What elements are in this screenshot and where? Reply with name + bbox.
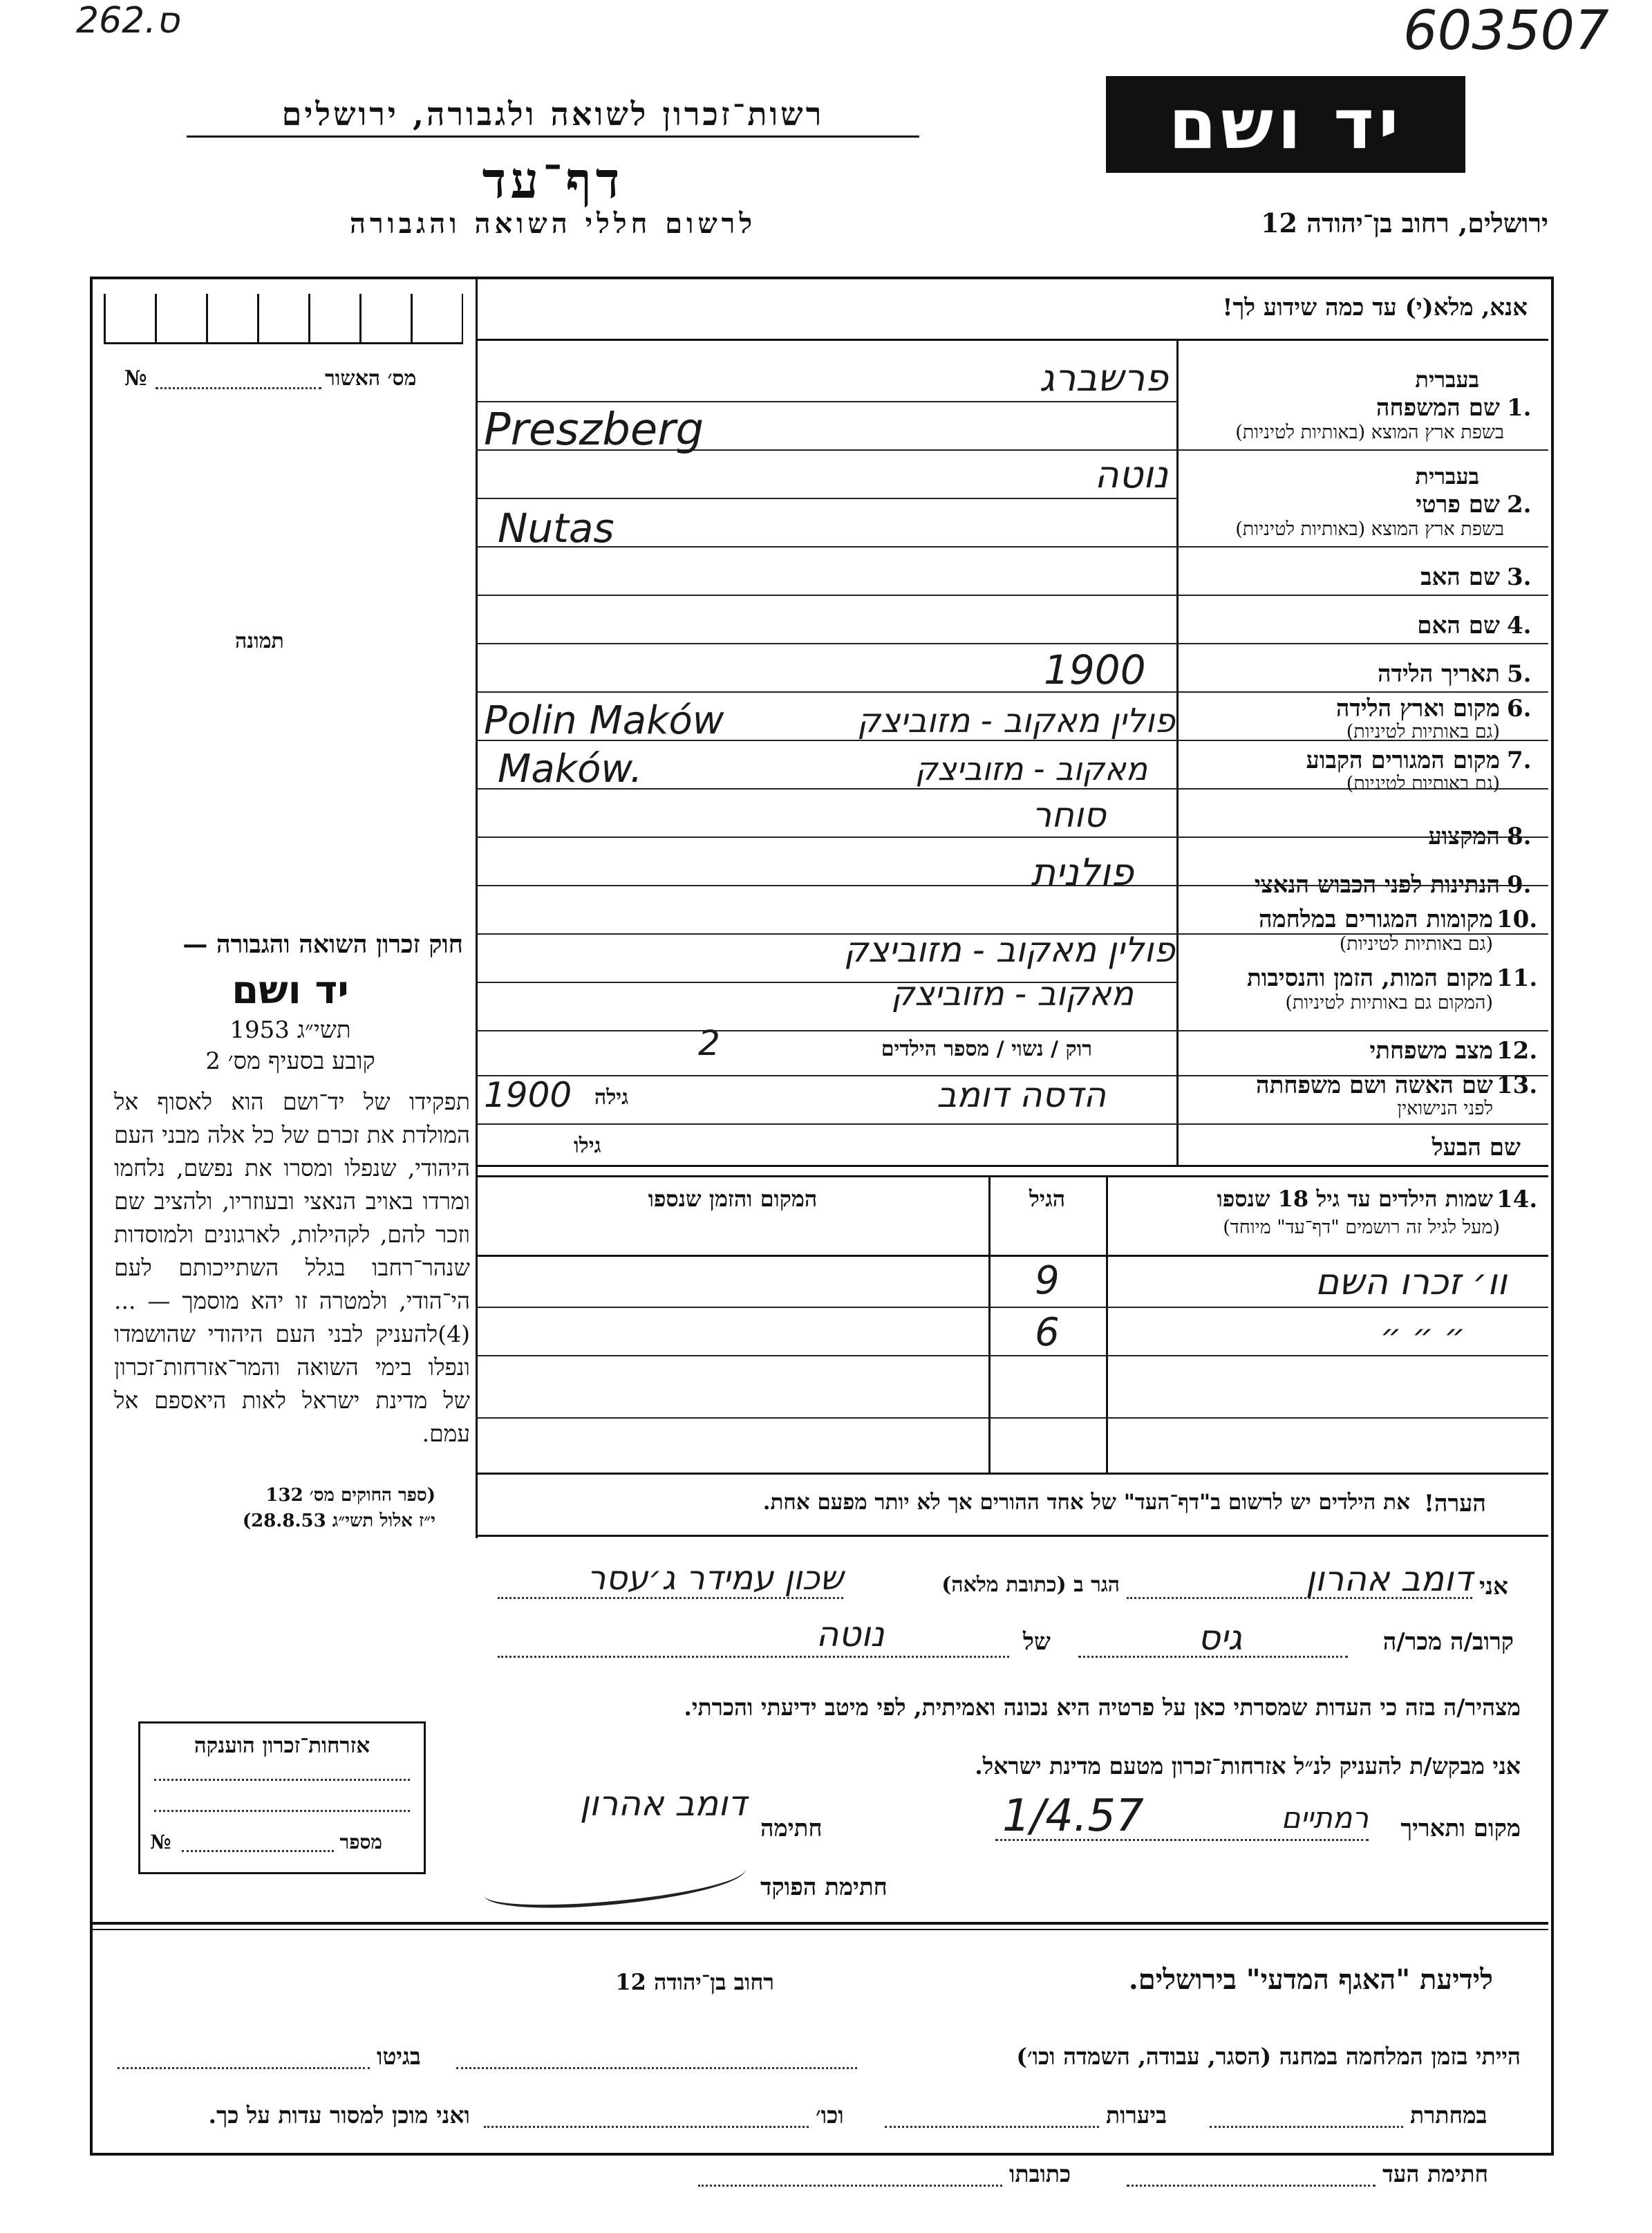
- f1-number: 1.: [1507, 394, 1532, 422]
- citizenship-title: אזרחות־זכרון הוענקה: [194, 1733, 370, 1758]
- rule: [476, 1123, 1177, 1125]
- rule: [476, 1307, 1548, 1308]
- authority-title: רשות־זכרון לשואה ולגבורה, ירושלים: [281, 95, 825, 133]
- f11-sub: (המקום גם באותיות לטיניות): [1285, 992, 1493, 1013]
- children-bottom-rule: [476, 1473, 1548, 1475]
- bottom-line1-b: בגיטו: [377, 2043, 421, 2070]
- f13-value[interactable]: הדסה דומב: [937, 1075, 1106, 1115]
- f6-hebrew-value[interactable]: פולין מאקוב - מזוביצק: [856, 702, 1175, 740]
- bottom-line2-b: ביערות: [1106, 2102, 1167, 2129]
- rule: [1176, 643, 1548, 644]
- f11-number: 11.: [1496, 964, 1538, 992]
- decl-i-value[interactable]: דומב אהרון: [1305, 1559, 1472, 1599]
- law-text: תפקידו של יד־ושם הוא לאסוף אל המולדת את זכרם של כל אלה מבני העם היהודי, שנפלו ומסרו את נפשם, נלחמו ומרדו באויב הנאצי ובעוזריו, ולהציב שם וזכר להם, לקהילות, לארגונים ולמוסדות שנהר־רחבו בגלל השתייכותם לעם הי־הודי, ולמטרה זו יהא מוסמך — ...(4)להעניק לבני העם היהודי שהושמדו ונפלו בימי השואה והמר־אזרחות־זכרון של מדינת ישראל לאות היאספם אל עמם.: [114, 1088, 470, 1447]
- f8-label: המקצוע: [1428, 823, 1500, 850]
- decl-resides-label: הגר ב (כתובת מלאה): [941, 1573, 1120, 1597]
- f7-label: מקום המגורים הקבוע: [1306, 747, 1500, 774]
- form-title: דף־עד: [482, 151, 624, 209]
- f13-number: 13.: [1496, 1072, 1538, 1099]
- note-text: את הילדים יש לרשום ב"דף־העד" של אחד ההורים אך לא יותר מפעם אחת.: [762, 1490, 1410, 1515]
- bottom-forest-field[interactable]: [885, 2126, 1099, 2128]
- address: ירושלים, רחוב בן־יהודה 12: [1261, 207, 1548, 239]
- official-signature-label: חתימת הפוקד: [760, 1874, 888, 1901]
- decl-relation-value[interactable]: גיס: [1197, 1618, 1243, 1658]
- rule: [1176, 1030, 1548, 1031]
- f5-number: 5.: [1507, 660, 1532, 688]
- bottom-address-field[interactable]: [698, 2185, 1002, 2187]
- law-name: יד ושם: [232, 968, 349, 1013]
- bottom-line1-a: הייתי בזמן המלחמה במחנה (הסגר, עבודה, השמדה וכו׳): [1016, 2043, 1521, 2070]
- ticks-strip: [104, 294, 463, 344]
- rule: [476, 498, 1177, 499]
- f10-value[interactable]: פולין מאקוב - מזוביצק: [843, 930, 1175, 970]
- f2-hebrew-value[interactable]: נוטה: [1094, 453, 1168, 496]
- f13-age-label: גילה: [594, 1085, 629, 1110]
- f5-label: תאריך הלידה: [1377, 660, 1500, 688]
- citizenship-line[interactable]: [154, 1810, 410, 1812]
- rule: [476, 1417, 1548, 1419]
- f10-label: מקומות המגורים במלחמה: [1258, 906, 1493, 933]
- rule: [476, 837, 1177, 838]
- rule-top: [476, 339, 1548, 341]
- children-header-rule: [476, 1255, 1548, 1257]
- yad-vashem-logo: [1106, 76, 1465, 173]
- f6-number: 6.: [1507, 695, 1532, 722]
- photo-area: [111, 408, 463, 857]
- f2-latin-value[interactable]: Nutas: [498, 505, 614, 552]
- f12-children[interactable]: 2: [698, 1023, 720, 1063]
- logo-text: יד ושם: [1168, 84, 1403, 165]
- f11-label: מקום המות, הזמן והנסיבות: [1246, 964, 1493, 992]
- children-header-place: המקום והזמן שנספו: [648, 1186, 818, 1212]
- law-ref1: (ספר החוקים מס׳ 132: [265, 1485, 435, 1506]
- f1-latin-value[interactable]: Preszberg: [484, 404, 704, 456]
- rule: [1176, 691, 1548, 693]
- bottom-heading: לידיעת "האגף המדעי" בירושלים.: [1128, 1963, 1493, 1996]
- law-ref2: י״ז אלול תשי״ג 28.8.53): [242, 1511, 435, 1531]
- f12-options: רוק / נשוי / מספר הילדים: [881, 1037, 1092, 1061]
- bottom-underground-field[interactable]: [1210, 2126, 1403, 2128]
- record-number: 603507: [1403, 0, 1609, 62]
- citizenship-line[interactable]: [154, 1779, 410, 1781]
- child-name[interactable]: וו׳ זכרו השם: [1315, 1262, 1507, 1303]
- child-age[interactable]: 9: [1035, 1258, 1060, 1303]
- husband-label: שם הבעל: [1432, 1134, 1521, 1161]
- f13-age[interactable]: 1900: [484, 1075, 572, 1115]
- f6-label: מקום וארץ הלידה: [1335, 695, 1500, 722]
- place-value[interactable]: רמתיים: [1281, 1801, 1369, 1835]
- left-col-divider: [476, 277, 478, 1538]
- bottom-rule-1: [90, 1922, 1548, 1925]
- citizenship-number-label: מספר: [339, 1831, 382, 1853]
- f12-label: מצב משפחתי: [1369, 1037, 1493, 1065]
- rule: [1176, 595, 1548, 596]
- bottom-line2-a: במחתרת: [1410, 2102, 1487, 2129]
- husband-age-label: גילו: [574, 1134, 601, 1158]
- decl-resides-value[interactable]: שכון עמידר ג׳עסר: [587, 1559, 843, 1598]
- bottom-heading-addr: רחוב בן־יהודה 12: [615, 1969, 774, 1995]
- f5-value[interactable]: 1900: [1044, 646, 1146, 693]
- f4-label: שם האם: [1417, 612, 1500, 639]
- bottom-line3-a: חתימת העד: [1382, 2160, 1489, 2187]
- decl-resides-field[interactable]: [498, 1597, 843, 1599]
- decl-i-label: אני: [1479, 1573, 1508, 1600]
- f4-number: 4.: [1507, 612, 1532, 639]
- rule: [476, 595, 1177, 596]
- children-header-age: הגיל: [1029, 1186, 1066, 1212]
- bottom-line2-d: ואני מוכן למסור עדות על כך.: [208, 2102, 470, 2129]
- signature-label: חתימה: [760, 1815, 823, 1842]
- child-age[interactable]: 6: [1035, 1310, 1060, 1355]
- signature-value[interactable]: דומב אהרון: [579, 1784, 747, 1824]
- decl-of-value[interactable]: נוטה: [816, 1614, 885, 1654]
- decl-of-field[interactable]: [498, 1656, 1009, 1658]
- place-date-label: מקום ותאריך: [1400, 1815, 1521, 1842]
- citizenship-box: [138, 1721, 426, 1874]
- f8-number: 8.: [1507, 823, 1532, 850]
- f6-sub: (גם באותיות לטיניות): [1346, 721, 1500, 742]
- f2-hebrew-label: בעברית: [1415, 463, 1479, 489]
- rule: [1176, 546, 1548, 548]
- photo-label: תמונה: [235, 629, 284, 653]
- f9-value[interactable]: פולנית: [1031, 850, 1134, 894]
- f1-label: שם המשפחה: [1376, 394, 1500, 422]
- f7-hebrew-value[interactable]: מאקוב - מזוביצק: [914, 750, 1147, 787]
- children-header-sub: (מעל לגיל זה רושמים "דף־עד" מיוחד): [1223, 1217, 1500, 1238]
- form-purpose: לרשום חללי השואה והגבורה: [349, 207, 757, 240]
- f7-sub: (גם באותיות לטיניות): [1346, 773, 1500, 794]
- f8-value[interactable]: סוחר: [1032, 795, 1106, 835]
- f3-number: 3.: [1507, 563, 1532, 591]
- f13-label: שם האשה ושם משפחתה: [1256, 1072, 1493, 1099]
- authority-underline: [187, 136, 919, 138]
- f12-number: 12.: [1496, 1037, 1538, 1065]
- f11-value[interactable]: מאקוב - מזוביצק: [891, 975, 1134, 1013]
- f2-label: שם פרטי: [1416, 491, 1500, 518]
- approval-field[interactable]: [156, 387, 321, 389]
- children-header-names: שמות הילדים עד גיל 18 שנספו: [1217, 1186, 1493, 1212]
- rule-fields-bottom: [476, 1165, 1548, 1167]
- bottom-etc-field[interactable]: [484, 2126, 809, 2128]
- f3-label: שם האב: [1420, 563, 1500, 591]
- approval-no-sign: №: [124, 366, 147, 391]
- f1-hebrew-label: בעברית: [1415, 366, 1479, 393]
- decl-of-label: של: [1023, 1628, 1051, 1656]
- rule: [476, 401, 1177, 402]
- bottom-line3-b: כתובתו: [1009, 2160, 1071, 2187]
- rule: [476, 1030, 1177, 1031]
- f9-label: הנתינות לפני הכבוש הנאצי: [1254, 871, 1500, 899]
- decl-statement2: אני מבקש/ת להעניק לנ״ל אזרחות־זכרון מטעם מדינת ישראל.: [975, 1753, 1521, 1779]
- bottom-camp-field[interactable]: [456, 2067, 857, 2069]
- children-col-2: [988, 1175, 991, 1473]
- law-year: תשי״ג 1953: [229, 1016, 351, 1044]
- approval-label: מס׳ האשור: [325, 366, 417, 391]
- f10-sub: (גם באותיות לטיניות): [1339, 933, 1493, 955]
- rule: [1176, 1123, 1548, 1125]
- citizenship-number-field[interactable]: [182, 1850, 334, 1852]
- citizenship-no-sign: №: [150, 1831, 171, 1853]
- law-clause: קובע בסעיף מס׳ 2: [205, 1047, 375, 1075]
- rule: [476, 643, 1177, 644]
- bottom-witness-signature-field[interactable]: [1127, 2185, 1376, 2187]
- bottom-ghetto-field[interactable]: [118, 2067, 370, 2069]
- decl-statement1: מצהיר/ה בזה כי העדות שמסרתי כאן על פרטיה היא נכונה ואמיתית, לפי מיטב ידיעתי והכרתי.: [684, 1694, 1521, 1721]
- date-value[interactable]: 1/4.57: [1002, 1791, 1144, 1842]
- child-name[interactable]: ״ ״ ״: [1380, 1317, 1465, 1356]
- f7-latin-value[interactable]: Maków.: [498, 747, 643, 792]
- place-date-field[interactable]: [995, 1839, 1369, 1841]
- rule: [1176, 449, 1548, 451]
- decl-relation-field[interactable]: [1078, 1656, 1348, 1658]
- label-col-divider: [1176, 339, 1179, 1165]
- f1-sub: בשפת ארץ המוצא (באותיות לטיניות): [1235, 422, 1504, 443]
- instruction: אנא, מלא(י) עד כמה שידוע לך!: [1222, 294, 1528, 321]
- archive-code: 262.ס: [76, 0, 180, 41]
- children-col-1: [1106, 1175, 1108, 1473]
- bottom-line2-c: וכו׳: [816, 2102, 844, 2129]
- f1-hebrew-value[interactable]: פרשברג: [1039, 356, 1168, 400]
- f14-number: 14.: [1496, 1186, 1538, 1213]
- law-title: חוק זכרון השואה והגבורה —: [182, 930, 463, 959]
- f13-sub: לפני הנישואין: [1397, 1098, 1493, 1119]
- f2-sub: בשפת ארץ המוצא (באותיות לטיניות): [1235, 518, 1504, 540]
- note-bottom-rule: [476, 1535, 1548, 1537]
- f7-number: 7.: [1507, 747, 1532, 774]
- f10-number: 10.: [1496, 906, 1538, 933]
- f9-number: 9.: [1507, 871, 1532, 899]
- children-top-rule: [476, 1175, 1548, 1177]
- f6-latin-value[interactable]: Polin Maków: [484, 698, 724, 743]
- bottom-rule-2: [90, 1929, 1548, 1930]
- decl-relation-label: קרוב/ה מכר/ה: [1382, 1628, 1514, 1656]
- f2-number: 2.: [1507, 491, 1532, 518]
- note-label: הערה!: [1424, 1490, 1486, 1517]
